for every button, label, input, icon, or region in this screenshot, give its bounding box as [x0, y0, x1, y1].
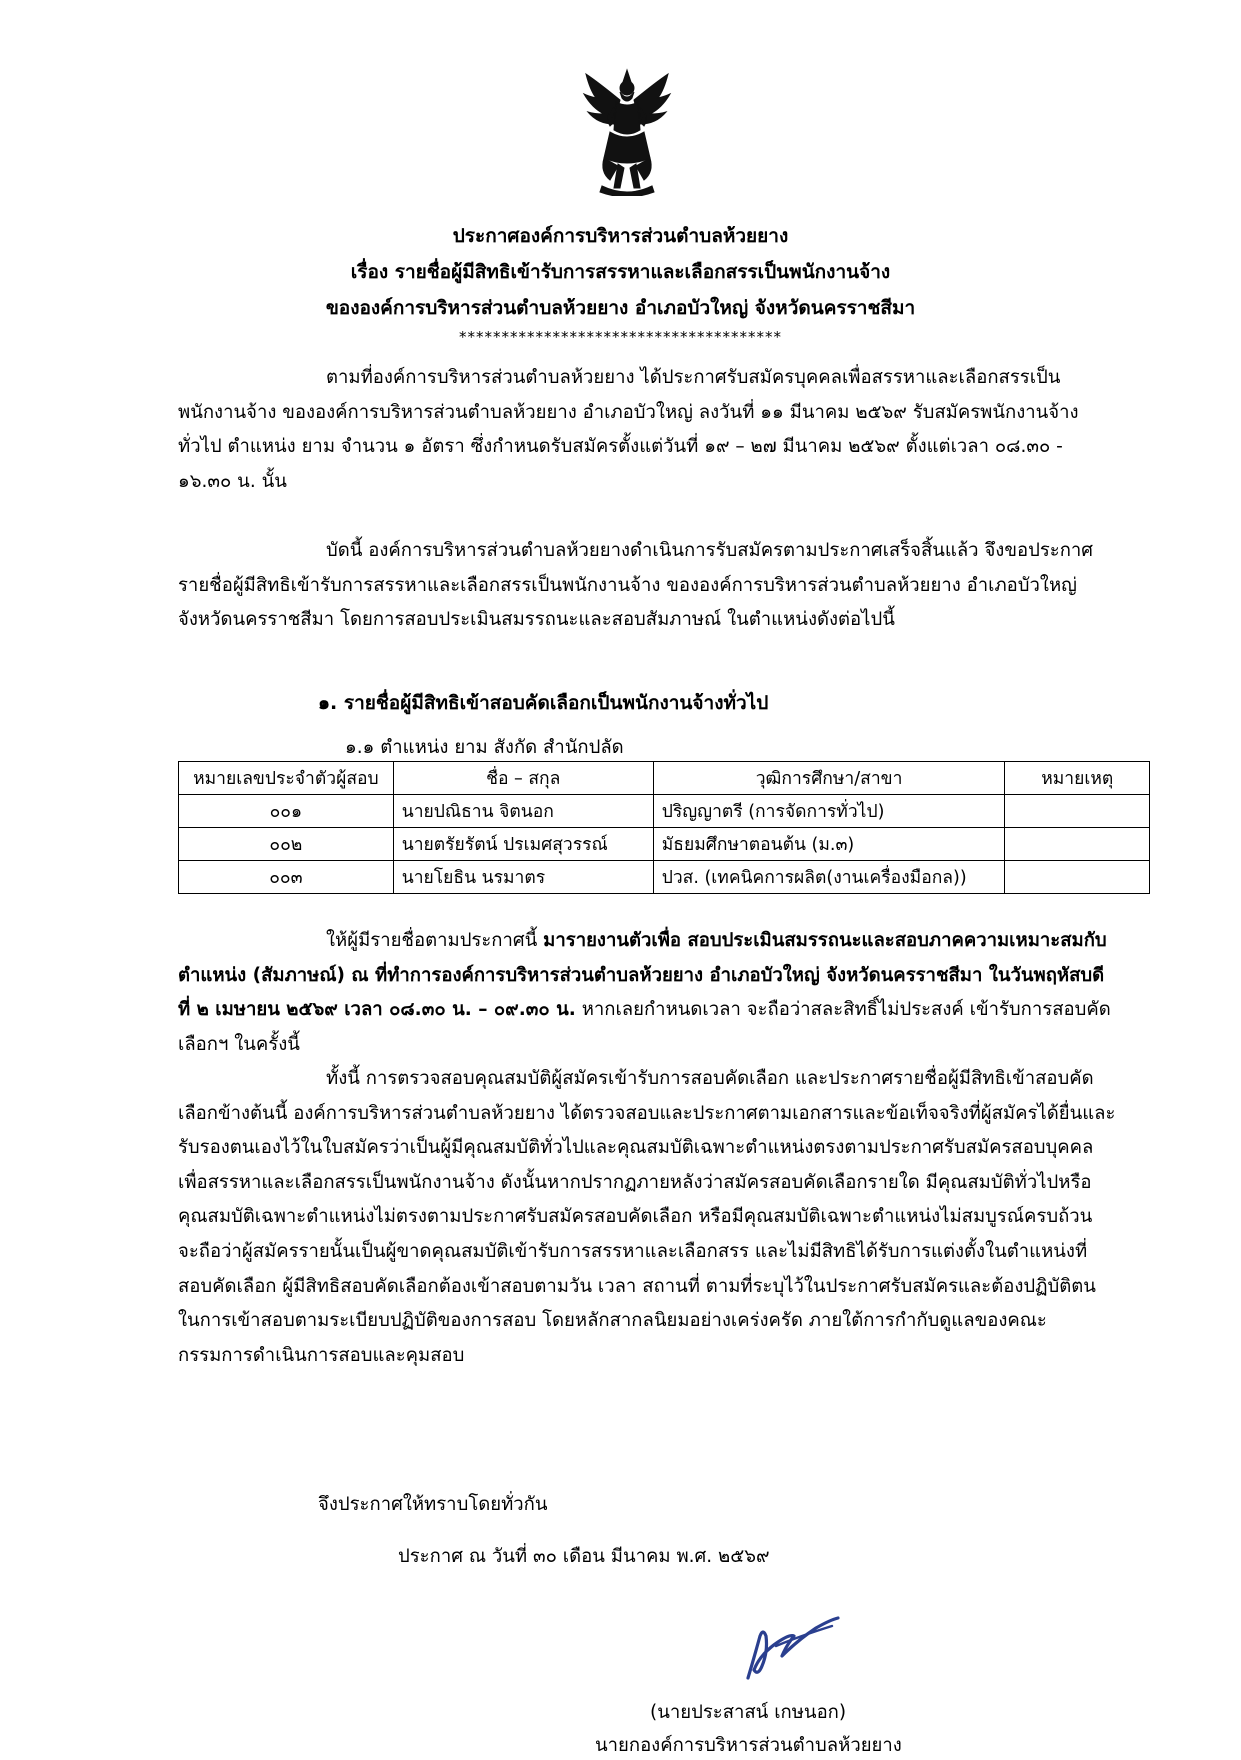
paragraph-3-emphasis: มารายงานตัวเพื่อ สอบประเมินสมรรถนะและสอบภาคความเหมาะสมกับตำแหน่ง (สัมภาษณ์) ณ ที่ทำการองค์การบริหารส่วนตำบลห้วยยาง อำเภอบัวใหญ่ จังหวัดนครราชสีมา ในวันพฤหัสบดีที่ ๒ เมษายน ๒๕๖๙ เวลา ๐๘.๓๐ น. – ๐๙.๓๐ น.	[178, 930, 1107, 1021]
cell-education: ปริญญาตรี (การจัดการทั่วไป)	[653, 795, 1005, 828]
subsection-title: ๑.๑ ตำแหน่ง ยาม สังกัด สำนักปลัด	[345, 737, 624, 758]
cell-remarks	[1005, 861, 1150, 894]
signature-icon	[720, 1606, 860, 1688]
section-title: ๑. รายชื่อผู้มีสิทธิเข้าสอบคัดเลือกเป็นพนักงานจ้างทั่วไป	[318, 692, 769, 714]
table-row	[179, 828, 1150, 861]
cell-remarks	[1005, 795, 1150, 828]
date-line: ประกาศ ณ วันที่ ๓๐ เดือน มีนาคม พ.ศ. ๒๕๖๙	[398, 1546, 770, 1567]
table-header-row	[179, 762, 1150, 795]
paragraph-3-lead: ให้ผู้มีรายชื่อตามประกาศนี้	[326, 930, 544, 951]
paragraph-3-tail: หากเลยกำหนดเวลา จะถือว่าสละสิทธิ์ไม่ประสงค์ เข้ารับการสอบคัดเลือกฯ ในครั้งนี้	[178, 999, 1111, 1055]
header-remarks: หมายเหตุ	[1005, 762, 1150, 795]
signatory-name: (นายประสาสน์ เกษนอก)	[650, 1702, 847, 1723]
candidate-table	[178, 761, 1150, 894]
cell-education: มัธยมศึกษาตอนต้น (ม.๓)	[653, 828, 1005, 861]
signatory-title: นายกองค์การบริหารส่วนตำบลห้วยยาง	[595, 1735, 902, 1756]
cell-exam-number: ๐๐๓	[179, 861, 394, 894]
header-line-1: ประกาศองค์การบริหารส่วนตำบลห้วยยาง	[452, 225, 789, 247]
paragraph-4: ทั้งนี้ การตรวจสอบคุณสมบัติผู้สมัครเข้ารับการสอบคัดเลือก และประกาศรายชื่อผู้มีสิทธิเข้าสอบคัดเลือกข้างต้นนี้ องค์การบริหารส่วนตำบลห้วยยาง ได้ตรวจสอบและประกาศตามเอกสารและข้อเท็จจริงที่ผู้สมัครได้ยื่นและรับรองตนเองไว้ในใบสมัครว่าเป็นผู้มีคุณสมบัติทั่วไปและคุณสมบัติเฉพาะตำแหน่งตรงตามประกาศรับสมัครสอบบุคคลเพื่อสรรหาและเลือกสรรเป็นพนักงานจ้าง ดังนั้นหากปรากฏภายหลังว่าสมัครสอบคัดเลือกรายใด มีคุณสมบัติทั่วไปหรือคุณสมบัติเฉพาะตำแหน่งไม่ตรงตามประกาศรับสมัครสอบคัดเลือก หรือมีคุณสมบัติเฉพาะตำแหน่งไม่สมบูรณ์ครบถ้วน จะถือว่าผู้สมัครรายนั้นเป็นผู้ขาดคุณสมบัติเข้ารับการสรรหาและเลือกสรร และไม่มีสิทธิได้รับการแต่งตั้งในตำแหน่งที่สอบคัดเลือก ผู้มีสิทธิสอบคัดเลือกต้องเข้าสอบตามวัน เวลา สถานที่ ตามที่ระบุไว้ในประกาศรับสมัครและต้องปฏิบัติตนในการเข้าสอบตามระเบียบปฏิบัติของการสอบ โดยหลักสากลนิยมอย่างเคร่งครัด ภายใต้การกำกับดูแลของคณะกรรมการดำเนินการสอบและคุมสอบ	[178, 1068, 1116, 1366]
header-divider: **************************************	[459, 328, 782, 346]
header-education: วุฒิการศึกษา/สาขา	[653, 762, 1005, 795]
cell-full-name: นายปณิธาน จิตนอก	[393, 795, 653, 828]
garuda-emblem-icon	[580, 68, 674, 196]
header-line-3: ขององค์การบริหารส่วนตำบลห้วยยาง อำเภอบัวใหญ่ จังหวัดนครราชสีมา	[325, 297, 916, 319]
table-row	[179, 795, 1150, 828]
cell-exam-number: ๐๐๒	[179, 828, 394, 861]
cell-full-name: นายตรัยรัตน์ ปรเมศสุวรรณ์	[393, 828, 653, 861]
header-exam-number: หมายเลขประจำตัวผู้สอบ	[179, 762, 394, 795]
header-subject: เรื่อง รายชื่อผู้มีสิทธิเข้ารับการสรรหาและเลือกสรรเป็นพนักงานจ้าง	[350, 261, 891, 283]
closing-line: จึงประกาศให้ทราบโดยทั่วกัน	[318, 1494, 548, 1515]
paragraph-2: บัดนี้ องค์การบริหารส่วนตำบลห้วยยางดำเนินการรับสมัครตามประกาศเสร็จสิ้นแล้ว จึงขอประกาศรายชื่อผู้มีสิทธิเข้ารับการสรรหาและเลือกสรรเป็นพนักงานจ้าง ขององค์การบริหารส่วนตำบลห้วยยาง อำเภอบัวใหญ่ จังหวัดนครราชสีมา โดยการสอบประเมินสมรรถนะและสอบสัมภาษณ์ ในตำแหน่งดังต่อไปนี้	[178, 540, 1094, 631]
paragraph-1: ตามที่องค์การบริหารส่วนตำบลห้วยยาง ได้ประกาศรับสมัครบุคคลเพื่อสรรหาและเลือกสรรเป็นพนักงานจ้าง ขององค์การบริหารส่วนตำบลห้วยยาง อำเภอบัวใหญ่ ลงวันที่ ๑๑ มีนาคม ๒๕๖๙ รับสมัครพนักงานจ้างทั่วไป ตำแหน่ง ยาม จำนวน ๑ อัตรา ซึ่งกำหนดรับสมัครตั้งแต่วันที่ ๑๙ – ๒๗ มีนาคม ๒๕๖๙ ตั้งแต่เวลา ๐๘.๓๐ - ๑๖.๓๐ น. นั้น	[178, 367, 1079, 492]
cell-full-name: นายโยธิน นรมาตร	[393, 861, 653, 894]
cell-exam-number: ๐๐๑	[179, 795, 394, 828]
cell-education: ปวส. (เทคนิคการผลิต(งานเครื่องมือกล))	[653, 861, 1005, 894]
table-row	[179, 861, 1150, 894]
header-full-name: ชื่อ – สกุล	[393, 762, 653, 795]
paragraph-3	[178, 924, 1116, 1062]
cell-remarks	[1005, 828, 1150, 861]
